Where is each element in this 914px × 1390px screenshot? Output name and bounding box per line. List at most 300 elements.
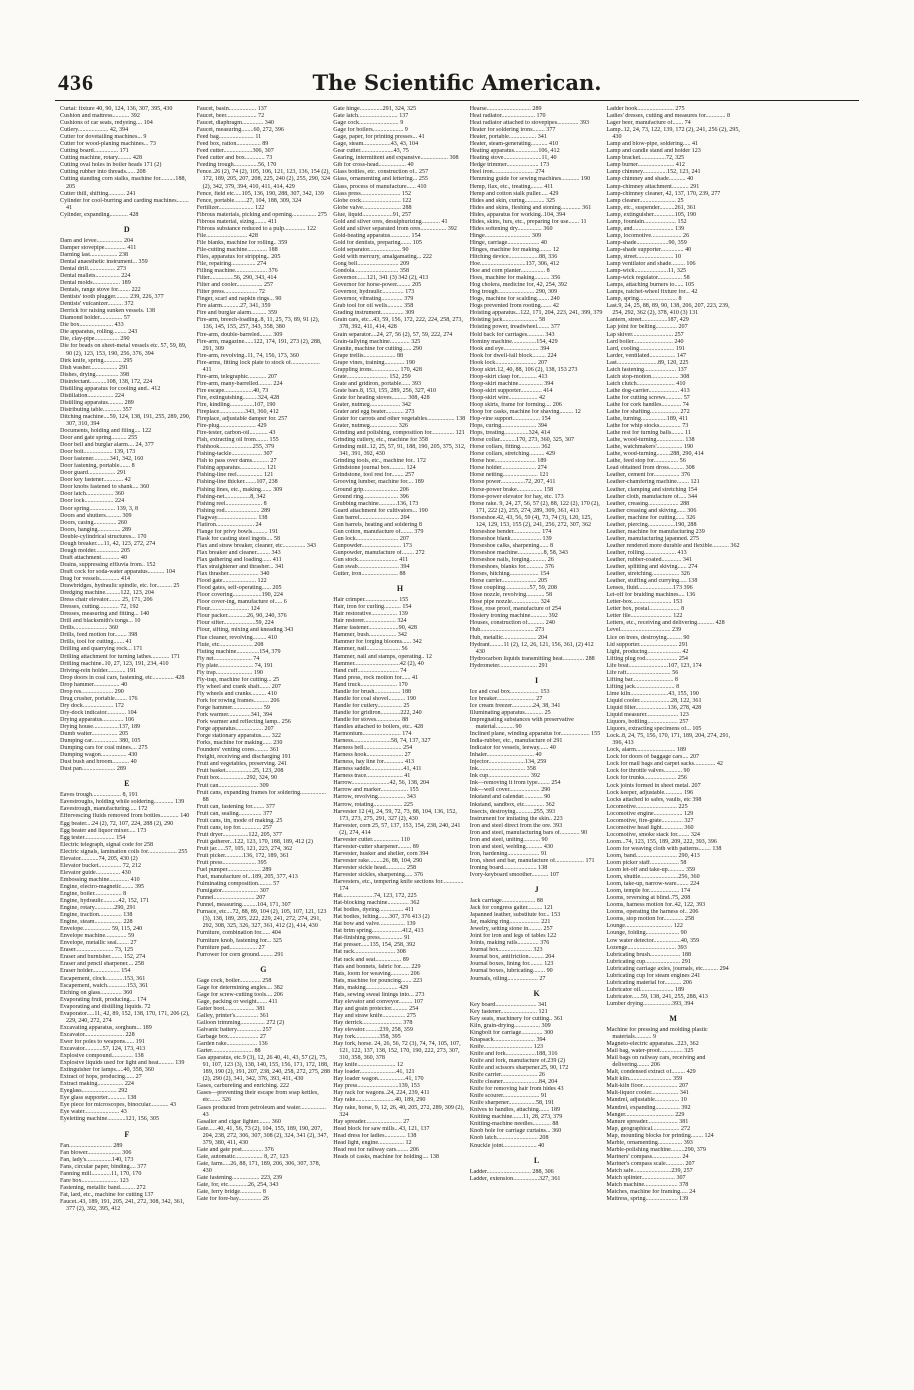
index-entry: Joints, making rails.............. 376 (469, 940, 550, 947)
index-entry: Hogs, machine for scalding........ 240 (469, 296, 560, 303)
index-entry: Gold for dentists, preparing....... 105 (333, 239, 422, 246)
index-entry: Distributing table............ 357 (60, 406, 132, 413)
index-entry: Grate and gridiron, portable...... 393 (333, 380, 422, 387)
index-entry: Hook and eye....................... 394 (469, 345, 550, 352)
index-entry: Handle for cutlery................ 25 (333, 702, 410, 709)
index-entry: Hog trough........................ 290, 309 (469, 289, 558, 296)
index-entry: Dough breaker.....11, 42, 123, 272, 274 (60, 540, 156, 547)
index-entry: Cutter thill, shifting........... 241 (60, 190, 136, 197)
index-entry: Hats, loom for weaving............ 206 (333, 970, 420, 977)
index-entry: Knitting-machine needles............ 88 (469, 1121, 559, 1128)
index-entry: Journal boxes, lining for......... 123 (469, 961, 554, 968)
index-entry: Lime kiln.........................43, 155, 190 (606, 690, 699, 697)
index-entry: Jack carriage...................... 88 (469, 898, 543, 905)
index-entry: Gong bell........................... 209 (333, 261, 410, 268)
index-entry: Gun cotton, manufacture of........ 379 (333, 528, 424, 535)
index-entry: Dental anaesthetic instrument... 359 (60, 258, 148, 265)
index-entry: Hand cuff........................... 74 (333, 667, 407, 674)
index-entry: Iron and steel direct from the ore. 393 (469, 822, 563, 829)
index-entry: Locks attached to safes, vaults, etc 398 (606, 796, 702, 803)
section-letter: E (124, 779, 130, 789)
index-entry: Harvester rake.........26, 88, 104, 290 (333, 857, 423, 864)
index-entry: Handles attached to boilers, etc.. 428 (333, 723, 424, 730)
index-entry: Fishing-tackle.................... 307 (196, 451, 273, 458)
index-entry: Hat bodies, dyeing................ 411 (333, 907, 414, 914)
index-entry: Lamp, street........................ 10 (606, 253, 682, 260)
index-entry: Faucet, measuring........60, 272, 396 (196, 127, 284, 134)
index-entry: Draft attachment............ 40 (60, 554, 128, 561)
index-entry: Ink—removing it from type........ 254 (469, 780, 561, 787)
index-entry: Fruit can, sealing............... 377 (196, 810, 273, 817)
index-entry: Hose coupling................57, 59, 208 (469, 585, 557, 592)
index-entry: Glass, process of manufacture...... 410 (333, 183, 427, 190)
index-entry: Grape trellis..................... 88 (333, 352, 404, 359)
index-entry: Loom picker staff................... 58 (606, 860, 687, 867)
index-entry: Cushion and mattress........... 392 (60, 113, 140, 120)
index-entry: Driving-rein holder............ 191 (60, 667, 137, 674)
index-entry: Extract of hops, producing...... 27 (60, 1074, 142, 1081)
index-entry: Engine, boiler.................. 8 (60, 890, 127, 897)
index-entry: Fishing rod....................... 289 (196, 507, 271, 514)
index-entry: Ink............................... 358 (469, 766, 536, 773)
index-entry: Fare box........................ 123 (60, 1177, 129, 1184)
index-entry: Hedge trimmer..................... 173 (469, 162, 550, 169)
index-entry: Lubricating cup....................... 291 (606, 958, 691, 965)
index-entry: Manger................................ 229 (606, 1111, 685, 1118)
index-entry: Hair restorer..................... 324 (333, 618, 407, 625)
index-entry: Insects, destroying............255, 393 (469, 808, 556, 815)
index-entry: Impregnating substances with preservative material............ 90 (469, 716, 574, 730)
index-entry: Ice breaker......................... 27 (469, 695, 543, 702)
index-entry: Grappling irons.................. 170, 428 (333, 366, 422, 373)
index-entry: Lamp, locomotive.................... 26 (606, 232, 690, 239)
index-entry: Grading instrument............... 309 (333, 310, 415, 317)
index-entry: Malt kiln............................ 359 (606, 1076, 683, 1083)
index-entry: Heater, portable.................. 341 (469, 134, 547, 141)
index-entry: Hinges, machine for making........ 12 (469, 246, 559, 253)
index-entry: Fire-plug........................ 429 (196, 423, 267, 430)
index-entry: Ink cup........................... 392 (469, 773, 541, 780)
index-entry: Lamps, attaching burners to...... 105 (606, 282, 695, 289)
index-entry: Door latch.................. 360 (60, 491, 124, 498)
index-entry: Fork for rowing frames.......... 206 (196, 697, 280, 704)
index-entry: Dentists' tooth plugger......... 239, 226, 377 (60, 294, 164, 301)
index-entry: Drawbridges, hydraulic spindle, etc. for.......... 25 (60, 583, 180, 590)
index-entry: Hub................................... 273 (469, 627, 545, 634)
index-entry: Governor.......121, 341 (3) 342 (2), 413 (333, 275, 429, 282)
index-entry: Dental drill.................. 273 (60, 265, 127, 272)
index-entry: Knife carrier........................ 26 (469, 1072, 545, 1079)
index-entry: Door knobs fastened to shank.... 360 (60, 484, 150, 491)
index-entry: Hitching device....................88, 336 (469, 253, 558, 260)
index-entry: Ewer for poles to weapons...... 191 (60, 1038, 145, 1045)
index-entry: Galvanic battery................ 257 (196, 1027, 272, 1033)
index-entry: Horse collar...........170, 273, 360, 325, 307 (469, 437, 575, 444)
index-entry: Locomotive, smoke stack for........ 324 (606, 831, 700, 838)
index-entry: Distillation................. 224 (60, 392, 124, 399)
index-entry: Grain separator....24, 27, 56 (2), 57, 59, 222, 274 (333, 331, 453, 338)
index-entry: Hat-finishing press............... 91 (333, 935, 411, 942)
index-entry: Harness saddle......................41, 411 (333, 766, 422, 773)
index-entry: Fire-arm, magazine......122, 174, 191, 273 (2), 288, 291, 309 (196, 338, 322, 352)
index-entry: Match safe.........................239, 257 (606, 1167, 693, 1174)
index-entry: Filter and cooler................. 257 (196, 282, 274, 289)
index-entry: Galley, printer's............... 361 (196, 1012, 269, 1019)
index-entry: Journal boxes, lubricating........ 90 (469, 968, 553, 975)
index-entry: Lamp, extinguisher..............105, 190 (606, 211, 697, 218)
index-entry: Jar, making ring.................... 221 (469, 919, 551, 926)
index-entry: Funnel........................... 207 (196, 895, 266, 902)
index-entry: Heat radiator...................... 170 (469, 113, 546, 120)
index-columns (60, 106, 880, 1351)
index-entry: Leather, splitting and skiving...... 274 (606, 564, 698, 571)
index-entry: Ladder............................. 288, 306 (469, 1168, 554, 1175)
index-entry: Derrick for raising sunken vessels. 138 (60, 308, 156, 315)
section-letter: F (124, 1129, 130, 1139)
index-entry: Draft cock for soda-water apparatus........... 104 (60, 568, 176, 575)
index-entry: Hub, metallic...................... 204 (469, 634, 548, 641)
index-entry: Glass press.......................... 152 (333, 190, 412, 197)
index-entry: Fishing reel........................ 8 (196, 500, 267, 507)
index-entry: Fans, circular paper, binding.... 377 (60, 1163, 147, 1170)
section-letter: D (123, 224, 130, 234)
index-entry: Grinding cutlery, etc., machine for 358 (333, 437, 428, 444)
index-entry: Mandrel, adjustable................ 10 (606, 1097, 687, 1104)
index-entry: Hay elevator and conveyor......... 107 (333, 998, 424, 1005)
index-entry: Lantern, street.................187, 429 (606, 317, 689, 324)
index-entry: Malt-kiln floor....................... 207 (606, 1083, 689, 1090)
index-entry: Hides, apparatus for working..104, 394 (469, 211, 566, 218)
section-letter: G (260, 964, 267, 974)
index-entry: Gaiter boot.................... 381 (196, 1005, 266, 1012)
index-entry: Gasalier and cigar lighter........ 360 (196, 1118, 281, 1125)
index-entry: Flour sifter.....................59, 224 (196, 620, 274, 627)
index-entry: Hinge, carriage..................... 40 (469, 239, 547, 246)
index-entry: Door lock................... 224 (60, 498, 125, 505)
index-column-2 (197, 106, 334, 1351)
index-entry: Effervescing fluids removed from bottles............ 140 (60, 813, 190, 820)
index-entry: Leather, stuffing and currying..... 138 (606, 578, 698, 585)
index-entry: Flange for privy bowls.......... 191 (196, 528, 279, 535)
index-entry: Cushions of car seats, redyeing.... 104 (60, 120, 153, 127)
index-entry: Lock..8, 24, 75, 156, 170, 171, 189, 204, 274, 291, 396, 413 (606, 733, 731, 747)
index-entry: Grate........................... 152, 259 (333, 373, 411, 380)
index-entry: Eyeglass....................... 292 (60, 1088, 128, 1095)
index-entry: Jack for congress gaiter.......... 121 (469, 905, 554, 912)
index-entry: Hair restorative................. 139 (333, 611, 408, 618)
index-entry: Marble, ornamenting................ 393 (606, 1139, 693, 1146)
index-entry: Hides and skin, curing............. 325 (469, 197, 556, 204)
index-entry: Loom, shuttle.........................256, 360 (606, 874, 700, 881)
index-entry: Iron and steel, welding........... 430 (469, 843, 554, 850)
index-entry: Match machine...................... 378 (606, 1182, 689, 1189)
index-entry: Locomotive head light.............. 360 (606, 824, 694, 831)
index-entry: Knuckle joint...................... 40 (469, 1142, 545, 1149)
index-entry: Hoop-skirt machine................ 394 (469, 380, 554, 387)
index-entry: Locomotive, fire-grate.............. 327 (606, 817, 694, 824)
index-entry: Elevator............74, 205, 430 (2) (60, 855, 138, 862)
index-entry: Mail bag, water-proof............... 325 (606, 1048, 694, 1055)
index-entry: Evaporating fruit, producing.... 174 (60, 996, 147, 1003)
index-entry: Horseshoe bender.................. 174 (469, 528, 552, 535)
index-entry: Let-off for braiding machines.... 136 (606, 592, 696, 599)
index-entry: Grate for heating stoves.......... 308, 428 (333, 394, 430, 401)
index-entry: Hay derrick.......................... 378 (333, 1019, 413, 1026)
index-entry: Gate hinge...............291, 324, 325 (333, 106, 417, 112)
index-entry: Gage cock, boiler.............. 258 (196, 977, 272, 984)
index-entry: Governor, hydraulic.............. 173 (333, 289, 415, 296)
index-entry: Fruit gatherer...122, 123, 170, 188, 189, 412 (2) (196, 838, 313, 845)
index-entry: Gear cutter......................43, 75 (333, 148, 409, 155)
index-entry: Harvester, corn 25, 57, 137, 153, 154, 238, 240, 241 (2), 274, 414 (333, 822, 461, 836)
index-entry: Forks, machine for making...... 230 (196, 740, 283, 747)
index-entry: Loom...74, 123, 155, 189, 209, 222, 393, 396 (606, 838, 717, 845)
index-entry: Level................................. 239 (606, 627, 682, 634)
index-entry: Lozenge................................ 393 (606, 944, 687, 951)
index-entry: Grape vines, training............. 190 (333, 359, 415, 366)
index-entry: Lamp chimney................152, 123, 241 (606, 169, 701, 176)
index-entry: Hammer, nail and stamps, operating.. 12 (333, 653, 432, 660)
index-entry: Lap joint for belting.............. 207 (606, 324, 688, 331)
index-entry: Hides, skins, furs, etc., preparing for use....... 11 (469, 218, 587, 225)
index-entry: Lock joints formed in sheet metal. 207 (606, 782, 701, 789)
index-entry: Gage cock.......................... 9 (333, 120, 404, 127)
section-letter: I (535, 675, 539, 685)
index-entry: Hay rack for wagons..24, 224, 239, 411 (333, 1090, 430, 1097)
section-letter: M (669, 1014, 677, 1023)
index-entry: Leather rendered more durable and flexible........... 362 (606, 542, 740, 549)
index-entry: Feeding trough................56, 170 (196, 162, 277, 169)
index-entry: Liquid measurer..................... 123 (606, 712, 689, 719)
index-entry: Fruit basket..................25, 123, 208 (196, 768, 284, 775)
index-entry: Lathe for cutting screws........... 57 (606, 394, 690, 401)
index-entry: Harrow, revolving.................. 343 (333, 794, 416, 801)
index-entry: Curtai: fixture 40, 90, 124, 136, 307, 395, 430 (60, 106, 173, 112)
index-entry: Heater for soldering irons........ 377 (469, 127, 556, 134)
index-entry: Hoop-skirt wire................... 42 (469, 394, 546, 401)
index-entry: Fishing apparatus................. 121 (196, 465, 277, 472)
index-entry: Hat brim spring....................412, 413 (333, 928, 424, 935)
index-entry: Last.9, 24, 25, 88, 89, 90, 138, 206, 207, 223, 239, 254, 292, 362 (2), 378, 410 (3) 131 (606, 303, 730, 317)
index-entry: Hay elevator..........239, 258, 359 (333, 1027, 413, 1033)
index-entry: Leather, piercing..................190, 288 (606, 521, 697, 528)
index-entry: Lifting jack.......................... 8 (606, 683, 680, 690)
index-entry: Etching on glass.............. 360 (60, 989, 133, 996)
index-entry: Horse-power elevator for hay, etc. 173 (469, 493, 564, 500)
index-entry: Inkstand, sandbox, etc............. 362 (469, 801, 555, 808)
index-entry: Malt-liquor cooler.................. 341 (606, 1090, 689, 1097)
index-entry: Excavator.......................... 228 (60, 1031, 135, 1038)
index-entry: Fish, extracting oil from........ 155 (196, 437, 279, 444)
index-entry: Hogs prevented from rooting....... 42 (469, 303, 559, 310)
index-entry: Door guard.................. 291 (60, 470, 127, 477)
index-entry: Cutting rubber into threads...... 208 (60, 169, 146, 176)
index-entry: Dresses, cutting............. 72, 192 (60, 604, 139, 611)
index-entry: Elevator guide................ 430 (60, 869, 131, 876)
index-entry: Loom, temple for.................... 174 (606, 888, 690, 895)
index-entry: Lock, alarm.......................... 189 (606, 747, 687, 754)
index-entry: Fumigator........................ 307 (196, 888, 269, 895)
index-entry: Gun barrel.......................... 204 (333, 514, 410, 521)
index-entry: Lamp and candle stand and holder 123 (606, 148, 701, 155)
index-entry: Dish washer.................. 291 (60, 364, 129, 371)
page-number: 436 (58, 70, 94, 95)
index-entry: Envelope machine.............. 59 (60, 933, 135, 940)
index-entry: Ink—well cover.................... 290 (469, 787, 551, 794)
index-entry: Hay rake, horse, 9, 12, 26, 40, 205, 272, 289, 309 (2), 324 (333, 1104, 465, 1118)
index-entry: Drying apparatus.............. 106 (60, 716, 135, 723)
index-entry: Lamp-wick regulator................ 58 (606, 275, 690, 282)
index-entry: Engine, traction............... 138 (60, 912, 133, 919)
index-entry: Grater, nutmeg.................... 342 (333, 401, 411, 408)
index-entry: Lubricating material for........... 206 (606, 979, 693, 986)
index-entry: Leather, creasing.................... 288 (606, 500, 690, 507)
index-entry: Life raft............................. 56 (606, 669, 679, 676)
index-entry: Eavestrough, manufacturing..... 172 (60, 806, 148, 813)
index-entry: Heads of casks, machine for holding.... 138 (333, 1153, 439, 1160)
index-entry: Eraser holder.................. 154 (60, 968, 131, 975)
index-entry: Hose pipe nozzle.................. 324 (469, 599, 550, 606)
index-entry: Grater for carrots and other vegetables.................. 138 (333, 416, 466, 423)
index-entry: Fan............................ 289 (60, 1142, 123, 1149)
index-entry: Journal box...................... 323 (469, 947, 543, 954)
index-entry: Flagway.......................... 138 (196, 514, 268, 521)
index-entry: Lamp-chimney cleaner, 42, 137, 170, 239, 277 (606, 190, 721, 197)
index-entry: Grindstone, tool rest for........ 257 (333, 472, 415, 479)
index-entry: Cutter for wood-planing machines... 73 (60, 141, 156, 148)
index-entry: Fan, lady's.................140, 173 (60, 1156, 134, 1163)
index-entry: Flour.......................... 124 (196, 606, 260, 613)
index-entry: Electric signals, lamination coils for................... 255 (60, 848, 188, 855)
index-entry: Letter box, postal.................... 8 (606, 606, 685, 613)
index-entry: Heel iron........................... 274 (469, 169, 545, 176)
section-letter: H (396, 584, 404, 594)
index-entry: Fly plate....................... 74, 191 (196, 662, 273, 669)
index-entry: Disinfectant...........108, 138, 172, 224 (60, 378, 153, 385)
index-entry: Feed cutter...................306, 307 (196, 148, 274, 155)
index-entry: Fire-arm, telegraphic............ 207 (196, 373, 277, 380)
index-entry: Gage for boilers.................... 9 (333, 127, 408, 134)
index-entry: Dentists' vulcanizer.......... 372 (60, 301, 134, 308)
index-entry: Heating stove.........................11, 40 (469, 155, 557, 162)
index-entry: Fishing-line reel................. 121 (196, 472, 274, 479)
index-entry: Hop-vine support.................. 154 (469, 416, 551, 423)
index-entry: Flood gate...................... 122 (196, 578, 267, 585)
index-entry: Lathe, turning.................189, 411 (606, 416, 688, 423)
index-entry: Fire, kindling................107, 190 (196, 401, 276, 408)
index-entry: Mariners' compass................... 24 (606, 1153, 689, 1160)
index-entry: Faucet, basin.................. 137 (196, 106, 267, 112)
index-entry: Garden rake.................... 136 (196, 1041, 268, 1048)
index-entry: Match splinter...................... 307 (606, 1174, 686, 1181)
index-entry: Knife scourer........................ 91 (469, 1093, 547, 1100)
index-entry: Mandrel, expanding................ 392 (606, 1104, 691, 1111)
index-entry: Horseshoe blank.................... 139 (469, 535, 552, 542)
index-entry: Fruit picker............136, 172, 189, 361 (196, 852, 289, 859)
index-entry: Dry dock.................... 172 (60, 702, 124, 709)
index-entry: Gate, ferry bridge.............. 8 (196, 1189, 266, 1196)
section-letter: K (533, 988, 540, 998)
index-entry: Gage for determining angles.... 382 (196, 984, 283, 991)
index-entry: Gate, farm.....26, 88, 171, 189, 206, 306, 307, 378, 430 (196, 1160, 321, 1174)
index-entry: Larder, ventilated................. 147 (606, 352, 687, 359)
index-entry: Last...........................89, 120, 225 (606, 359, 689, 366)
index-entry: Grater, nutmeg.................. 326 (333, 423, 408, 430)
index-entry: Glass bottles, etc. construction of.. 257 (333, 169, 429, 176)
index-entry: Lumber drying...................393, 394 (606, 1000, 694, 1007)
index-entry: Hoes, machine for making.......... 356 (469, 275, 561, 282)
index-entry: Fruit cans, top for.............. 257 (196, 824, 272, 831)
index-entry: Knives to handles, attaching....... 189 (469, 1107, 561, 1114)
index-entry: Leather, cement for................. 376 (606, 472, 691, 479)
index-entry: Gib for cross-head.................. 40 (333, 162, 414, 169)
index-entry: Gases—preventing their escape from soap kettles, etc....... 326 (196, 1090, 319, 1104)
index-entry: Lock for mail bags and carpet sacks.............. 42 (606, 761, 723, 768)
index-entry: Harness bell......................... 254 (333, 745, 413, 752)
index-entry: Freight, receiving and discharging 191 (196, 754, 291, 761)
index-entry: Leather, manufacturing japanned. 275 (606, 535, 700, 542)
index-entry: Eyeletting machine............121, 156, 305 (60, 1116, 160, 1123)
index-entry: Head light, engine................. 12 (333, 1139, 412, 1146)
index-entry: Hydrocarbon liquids transmitting heat.............. 288 (469, 655, 595, 662)
index-column-1 (60, 106, 197, 1351)
index-entry: Cutting machine, rotary......... 428 (60, 155, 143, 162)
index-entry: Hay loader wagon..................41, 170 (333, 1076, 424, 1083)
index-entry: Lamp, fountain..................... 152 (606, 218, 687, 225)
index-entry: Forge apparatus.................. 207 (196, 726, 274, 733)
index-entry: Eraser and pencil sharpener.... 258 (60, 961, 144, 968)
index-entry: Egg beater....24 (2), 72, 107, 224, 288 (2), 290 (60, 820, 174, 827)
index-entry: Fishing-line thicker........107, 238 (196, 479, 278, 486)
index-entry: Key fastener........................ 121 (469, 1008, 548, 1015)
index-entry: Magneto-electric apparatus...223, 362 (606, 1041, 699, 1048)
index-entry: Latch fastening..................... 137 (606, 366, 687, 373)
index-entry: Horse rake. 9, 24, 27, 56, 57 (2), 88, 122 (2), 170 (2), 171, 222 (2), 255, 274, 289, 309, 361, 413 (469, 500, 600, 514)
index-entry: Flax straightener and thrasher... 341 (196, 564, 285, 571)
index-entry: Files, apparatus for stripping.. 205 (196, 253, 281, 260)
index-column-3 (333, 106, 470, 1351)
index-entry: Damper stovepipe.............. 411 (60, 244, 137, 251)
index-entry: Journal box, antifriction.......... 204 (469, 954, 555, 961)
index-entry: Looms, harness motion for..42, 122, 393 (606, 902, 706, 909)
index-entry: Lice on trees, destroying.......... 90 (606, 634, 690, 641)
index-entry: Escapement, watch.............153, 361 (60, 982, 149, 989)
index-entry: Dress chair elevator........ 25, 171, 206 (60, 597, 153, 604)
index-entry: Drilling machine..10, 27, 123, 191, 234, 410 (60, 660, 169, 667)
index-entry: Ivory-keyboard smoother........... 107 (469, 871, 559, 878)
index-entry: Lard, cooling....................... 191 (606, 345, 685, 352)
index-entry: Dust bush and broom........... 40 (60, 759, 137, 766)
index-entry: Hops, curing....................... 394 (469, 423, 547, 430)
index-entry: Grooving lumber, machine for.... 189 (333, 479, 424, 486)
index-entry: File-cutting machine............. 188 (196, 246, 278, 253)
index-entry: Letter file........................... 122 (606, 613, 683, 620)
index-entry: Head block for saw mills...43, 121, 137 (333, 1125, 430, 1132)
index-entry: Head dress for ladies.............. 138 (333, 1132, 417, 1139)
index-entry: Hog cholera, medicine for, 42, 254, 392 (469, 282, 568, 289)
index-entry: Fruit box..................292, 324, 90 (196, 775, 277, 782)
index-entry: Drills, tool for cutting....... 41 (60, 639, 132, 646)
index-entry: Leather-chamfering machine........ 121 (606, 479, 700, 486)
index-entry: Leather, stretching.................. 326 (606, 571, 690, 578)
index-entry: Diamond holder............... 57 (60, 315, 130, 322)
index-entry: Gold with mercury, amalgamating... 222 (333, 253, 432, 260)
index-entry: Gun stock.......................... 411 (333, 557, 409, 563)
index-entry: Documents, holding and filing.... 122 (60, 428, 152, 435)
index-entry: Looms, stop motion for............. 258 (606, 916, 695, 923)
index-entry: Flax and straw breaker, cleaner, etc............... 343 (196, 542, 317, 549)
index-entry: Door fastening, portable....... 8 (60, 463, 135, 470)
